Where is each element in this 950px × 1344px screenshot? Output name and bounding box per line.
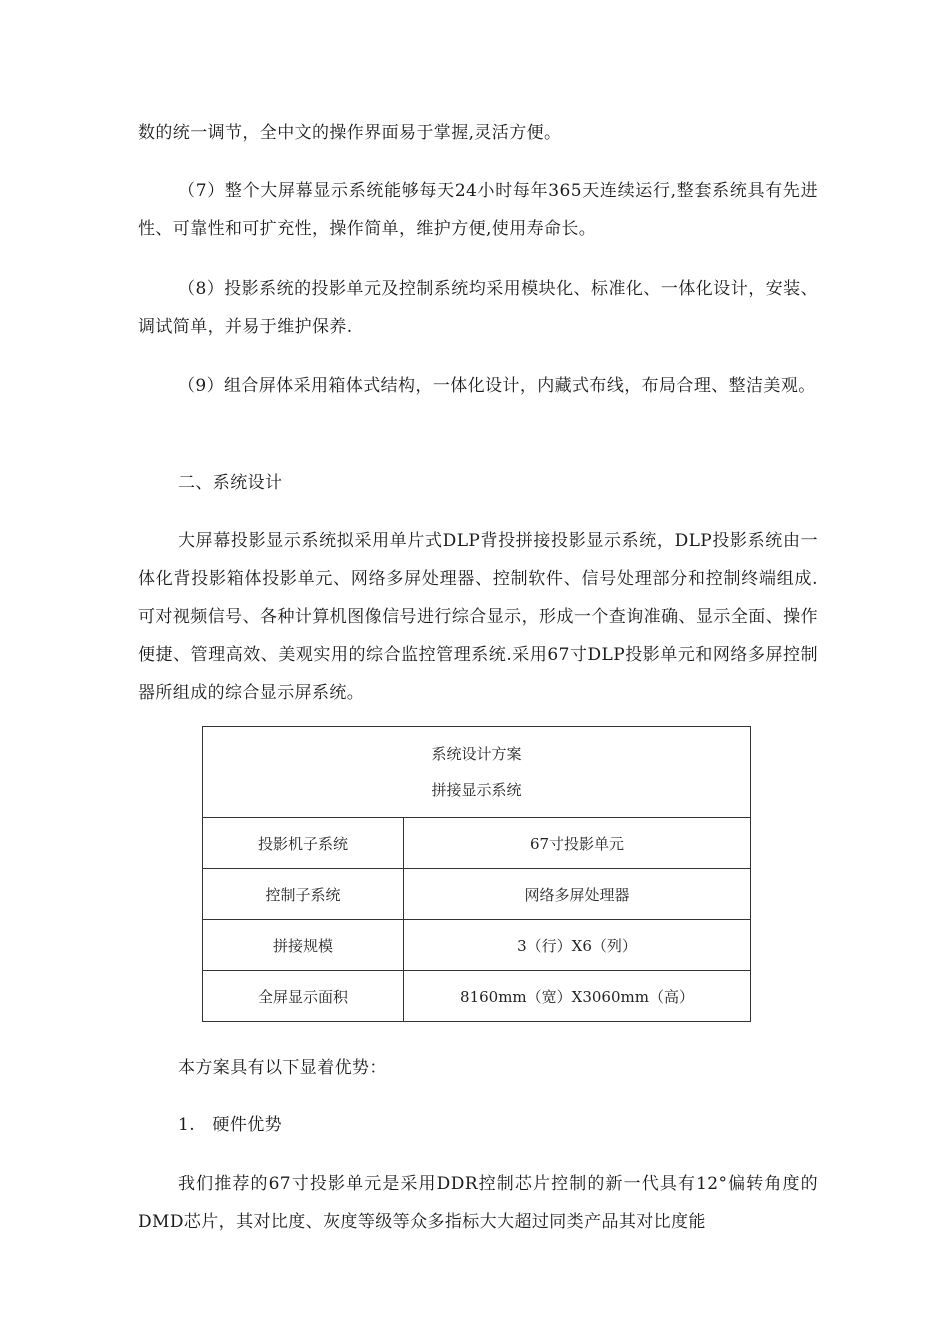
table-title-line1: 系统设计方案 bbox=[431, 745, 522, 763]
paragraph-item-8: （8）投影系统的投影单元及控制系统均采用模块化、标准化、一体化设计，安装、调试简单，并易于维护保养. bbox=[138, 279, 818, 337]
table-row bbox=[203, 920, 751, 971]
paragraph-system-intro: 大屏幕投影显示系统拟采用单片式DLP背投拼接投影显示系统，DLP投影系统由一体化背投影箱体投影单元、网络多屏处理器、控制软件、信号处理部分和控制终端组成.可对视频信号、各种计算机图像信号进行综合显示，形成一个查询准确、显示全面、操作便捷、管理高效、美观实用的综合监控管理系统.采用67寸DLP投影单元和网络多屏控制器所组成的综合显示屏系统。 bbox=[138, 531, 818, 703]
table-row bbox=[203, 869, 751, 920]
paragraph-item-9: （9）组合屏体采用箱体式结构，一体化设计，内藏式布线，布局合理、整洁美观。 bbox=[178, 376, 816, 396]
table-title-line2: 拼接显示系统 bbox=[431, 781, 522, 799]
table-cell-value: 3（行）X6（列） bbox=[404, 920, 751, 971]
table-cell-value: 8160mm（宽）X3060mm（高） bbox=[404, 971, 751, 1022]
table-header bbox=[203, 727, 751, 818]
table-cell-value: 67寸投影单元 bbox=[404, 818, 751, 869]
table-cell-label: 全屏显示面积 bbox=[203, 971, 404, 1022]
table-cell-value: 网络多屏处理器 bbox=[404, 869, 751, 920]
table-row bbox=[203, 818, 751, 869]
table-cell-label: 拼接规模 bbox=[203, 920, 404, 971]
table-row bbox=[203, 971, 751, 1022]
heading-hardware-advantage: 1. 硬件优势 bbox=[178, 1115, 283, 1135]
section-heading-system-design: 二、系统设计 bbox=[178, 473, 283, 493]
paragraph-item-7: （7）整个大屏幕显示系统能够每天24小时每年365天连续运行,整套系统具有先进性、可靠性和可扩充性，操作简单，维护方便,使用寿命长。 bbox=[138, 181, 818, 239]
paragraph-hardware-advantage: 我们推荐的67寸投影单元是采用DDR控制芯片控制的新一代具有12°偏转角度的DMD芯片，其对比度、灰度等级等众多指标大大超过同类产品其对比度能 bbox=[138, 1174, 818, 1232]
table-cell-label: 控制子系统 bbox=[203, 869, 404, 920]
paragraph-advantages: 本方案具有以下显着优势： bbox=[178, 1058, 387, 1078]
paragraph-continuation: 数的统一调节，全中文的操作界面易于掌握,灵活方便。 bbox=[138, 123, 562, 143]
table-cell-label: 投影机子系统 bbox=[203, 818, 404, 869]
design-scheme-table bbox=[202, 726, 751, 1022]
